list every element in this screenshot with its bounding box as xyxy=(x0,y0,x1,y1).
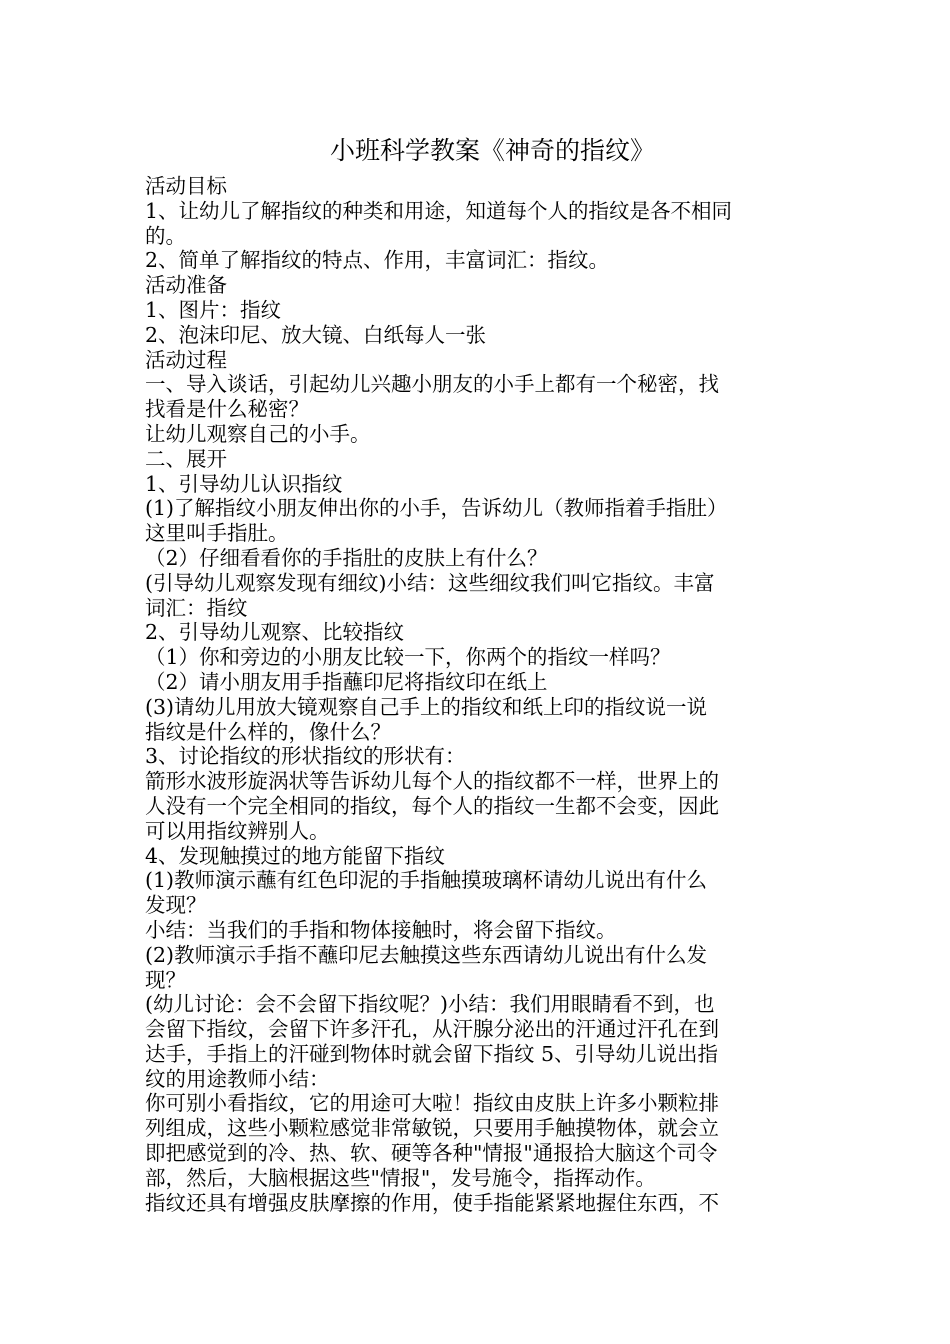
text-line: 活动准备 xyxy=(145,273,227,298)
text-line: 现？ xyxy=(145,967,186,992)
text-line: 词汇：指纹 xyxy=(145,595,248,620)
text-line: （1）你和旁边的小朋友比较一下，你两个的指纹一样吗？ xyxy=(145,645,671,670)
text-line: 1、引导幼儿认识指纹 xyxy=(145,471,343,496)
text-line: 3、讨论指纹的形状指纹的形状有： xyxy=(145,744,466,769)
text-line: 发现？ xyxy=(145,893,207,918)
text-line: 1、让幼儿了解指纹的种类和用途，知道每个人的指纹是各不相同 xyxy=(145,198,733,223)
text-line: 活动目标 xyxy=(145,174,227,198)
text-line: 指纹是什么样的，像什么？ xyxy=(145,719,391,744)
text-line: 列组成，这些小颗粒感觉非常敏锐，只要用手触摸物体，就会立 xyxy=(145,1116,719,1141)
text-line: 活动过程 xyxy=(145,347,227,372)
text-line: 纹的用途教师小结： xyxy=(145,1066,330,1091)
text-line: (3)请幼儿用放大镜观察自己手上的指纹和纸上印的指纹说一说 xyxy=(145,694,708,719)
text-line: 指纹还具有增强皮肤摩擦的作用，使手指能紧紧地握住东西，不 xyxy=(145,1190,719,1215)
text-line: 找看是什么秘密？ xyxy=(145,397,309,422)
text-line: (幼儿讨论：会不会留下指纹呢？)小结：我们用眼睛看不到，也 xyxy=(145,992,715,1017)
text-line: 2、引导幼儿观察、比较指纹 xyxy=(145,620,405,645)
text-line: 人没有一个完全相同的指纹，每个人的指纹一生都不会变，因此 xyxy=(145,793,719,818)
text-line: 达手，手指上的汗碰到物体时就会留下指纹 5、引导幼儿说出指 xyxy=(145,1041,719,1066)
text-line: 小结：当我们的手指和物体接触时，将会留下指纹。 xyxy=(145,917,617,942)
text-line: 的。 xyxy=(145,223,186,248)
text-line: 二、展开 xyxy=(145,446,227,471)
text-line: 1、图片：指纹 xyxy=(145,297,282,322)
text-line: 你可别小看指纹，它的用途可大啦！指纹由皮肤上许多小颗粒排 xyxy=(145,1091,719,1116)
text-line: 这里叫手指肚。 xyxy=(145,521,289,546)
text-line: (引导幼儿观察发现有细纹)小结：这些细纹我们叫它指纹。丰富 xyxy=(145,570,715,595)
text-line: (1)教师演示蘸有红色印泥的手指触摸玻璃杯请幼儿说出有什么 xyxy=(145,868,708,893)
text-line: 一、导入谈话，引起幼儿兴趣小朋友的小手上都有一个秘密，找 xyxy=(145,372,719,397)
text-line: （2）请小朋友用手指蘸印尼将指纹印在纸上 xyxy=(145,669,548,694)
text-line: 2、泡沫印尼、放大镜、白纸每人一张 xyxy=(145,322,487,347)
document-title: 小班科学教案《神奇的指纹》 xyxy=(330,136,656,165)
text-line: 2、简单了解指纹的特点、作用，丰富词汇：指纹。 xyxy=(145,248,610,273)
text-line: 4、发现触摸过的地方能留下指纹 xyxy=(145,843,446,868)
text-line: （2）仔细看看你的手指肚的皮肤上有什么？ xyxy=(145,545,548,570)
text-line: 部，然后，大脑根据这些"情报"，发号施令，指挥动作。 xyxy=(145,1165,656,1190)
text-line: (2)教师演示手指不蘸印尼去触摸这些东西请幼儿说出有什么发 xyxy=(145,942,708,967)
text-line: 会留下指纹，会留下许多汗孔，从汗腺分泌出的汗通过汗孔在到 xyxy=(145,1017,719,1042)
text-line: (1)了解指纹小朋友伸出你的小手，告诉幼儿（教师指着手指肚） xyxy=(145,496,728,521)
text-line: 箭形水波形旋涡状等告诉幼儿每个人的指纹都不一样，世界上的 xyxy=(145,769,719,794)
text-line: 让幼儿观察自己的小手。 xyxy=(145,421,371,446)
document-body xyxy=(145,174,813,1215)
text-line: 可以用指纹辨别人。 xyxy=(145,818,330,843)
text-line: 即把感觉到的冷、热、软、硬等各种"情报"通报拾大脑这个司令 xyxy=(145,1141,718,1166)
